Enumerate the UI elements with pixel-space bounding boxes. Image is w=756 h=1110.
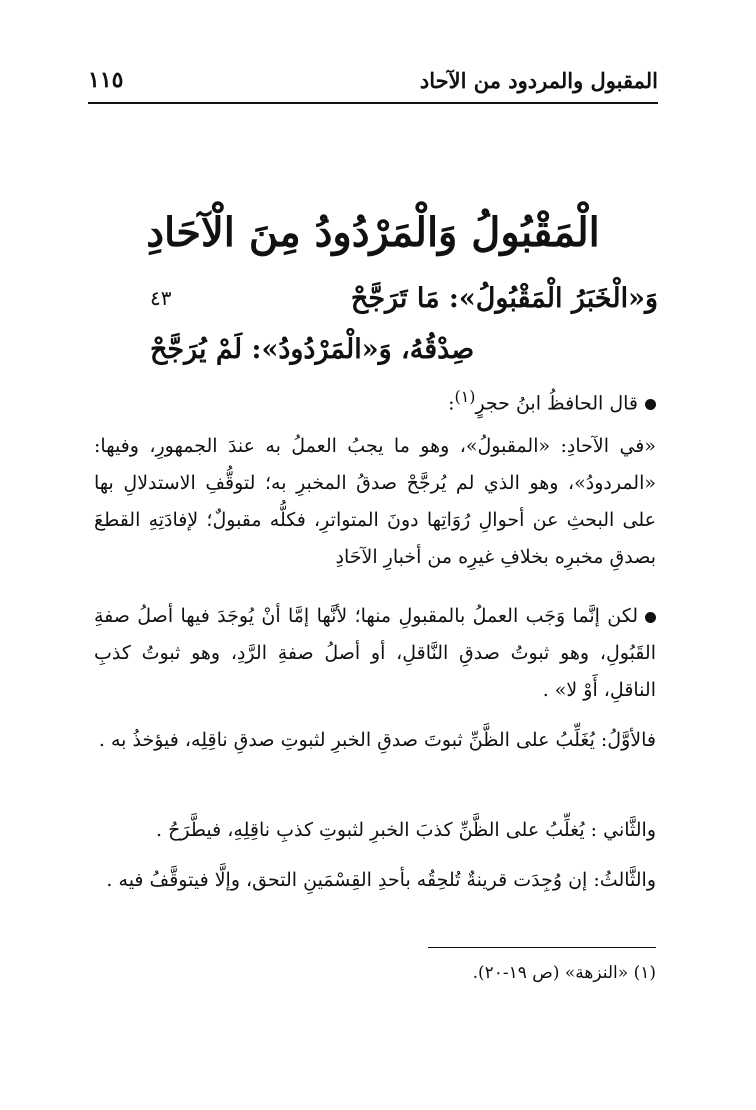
- chapter-title: الْمَقْبُولُ وَالْمَرْدُودُ مِنَ الْآحَادِ: [146, 209, 600, 256]
- footnote: (١) «النزهة» (ص ١٩-٢٠).: [472, 963, 656, 983]
- bullet-icon: [645, 399, 656, 410]
- poem-first-hemistich-row: [150, 272, 658, 324]
- running-title: المقبول والمردود من الآحاد: [419, 67, 658, 93]
- verse-number: ٤٣: [150, 286, 172, 310]
- intro-text: قال الحافظُ ابنُ حجرٍ: [475, 392, 638, 415]
- poem-first-hemistich: وَ«الْخَبَرُ الْمَقْبُولُ»: مَا تَرَجَّحْ: [350, 282, 658, 314]
- commentary-intro: [94, 378, 656, 422]
- page-number: ١١٥: [88, 67, 124, 93]
- poem-verse: [150, 272, 658, 376]
- header-rule: [88, 102, 658, 104]
- intro-colon: :: [448, 392, 455, 415]
- second-case-paragraph: والثَّاني : يُغلِّبُ على الظَّنِّ كذبَ الخبرِ لثبوتِ كذبِ ناقِلِهِ، فيطَّرَحُ .: [156, 819, 656, 841]
- second-paragraph-text: لكن إنَّما وَجَب العملُ بالمقبولِ منها؛ لأنَّها إمَّا أنْ يُوجَدَ فيها أصلُ صفةِ القَبُولِ، وهو ثبوتُ صدقِ النَّاقلِ، أو أصلُ صفةِ الرَّدِ، وهو ثبوتُ كذبِ الناقلِ، أَوْ لا» .: [94, 605, 656, 701]
- second-paragraph: [94, 598, 656, 709]
- bullet-icon: [645, 612, 656, 623]
- quote-paragraph: «في الآحادِ: «المقبولُ»، وهو ما يجبُ العملُ به عندَ الجمهورِ، وفيها: «المردودُ»، وهو الذي لم يُرجَّحْ صدقُ المخبرِ به؛ لتوقُّفِ الاستدلالِ بها على البحثِ عن أحوالِ رُوَاتِها دونَ المتواترِ، فكلُّه مقبولٌ؛ لإفادَتِهِ القطعَ بصدقِ مخبرِه بخلافِ غيرِه من أخبارِ الآحَادِ: [94, 435, 656, 568]
- footnote-rule: [428, 947, 656, 948]
- running-head: [88, 62, 658, 98]
- poem-second-hemistich: صِدْقُهُ، وَ«الْمَرْدُودُ»: لَمْ يُرَجَّحْ: [150, 334, 475, 365]
- footnote-marker: (١): [454, 387, 476, 406]
- first-case-paragraph: فالأوَّلُ: يُغَلِّبُ على الظَّنِّ ثبوتَ صدقِ الخبرِ لثبوتِ صدقِ ناقِلِه، فيؤخذُ به .: [98, 729, 656, 751]
- third-case-paragraph: والثَّالثُ: إن وُجِدَت قرينةٌ تُلحِقُه بأحدِ القِسْمَينِ التحق، وإلَّا فيتوقَّفُ فيه .: [106, 869, 656, 891]
